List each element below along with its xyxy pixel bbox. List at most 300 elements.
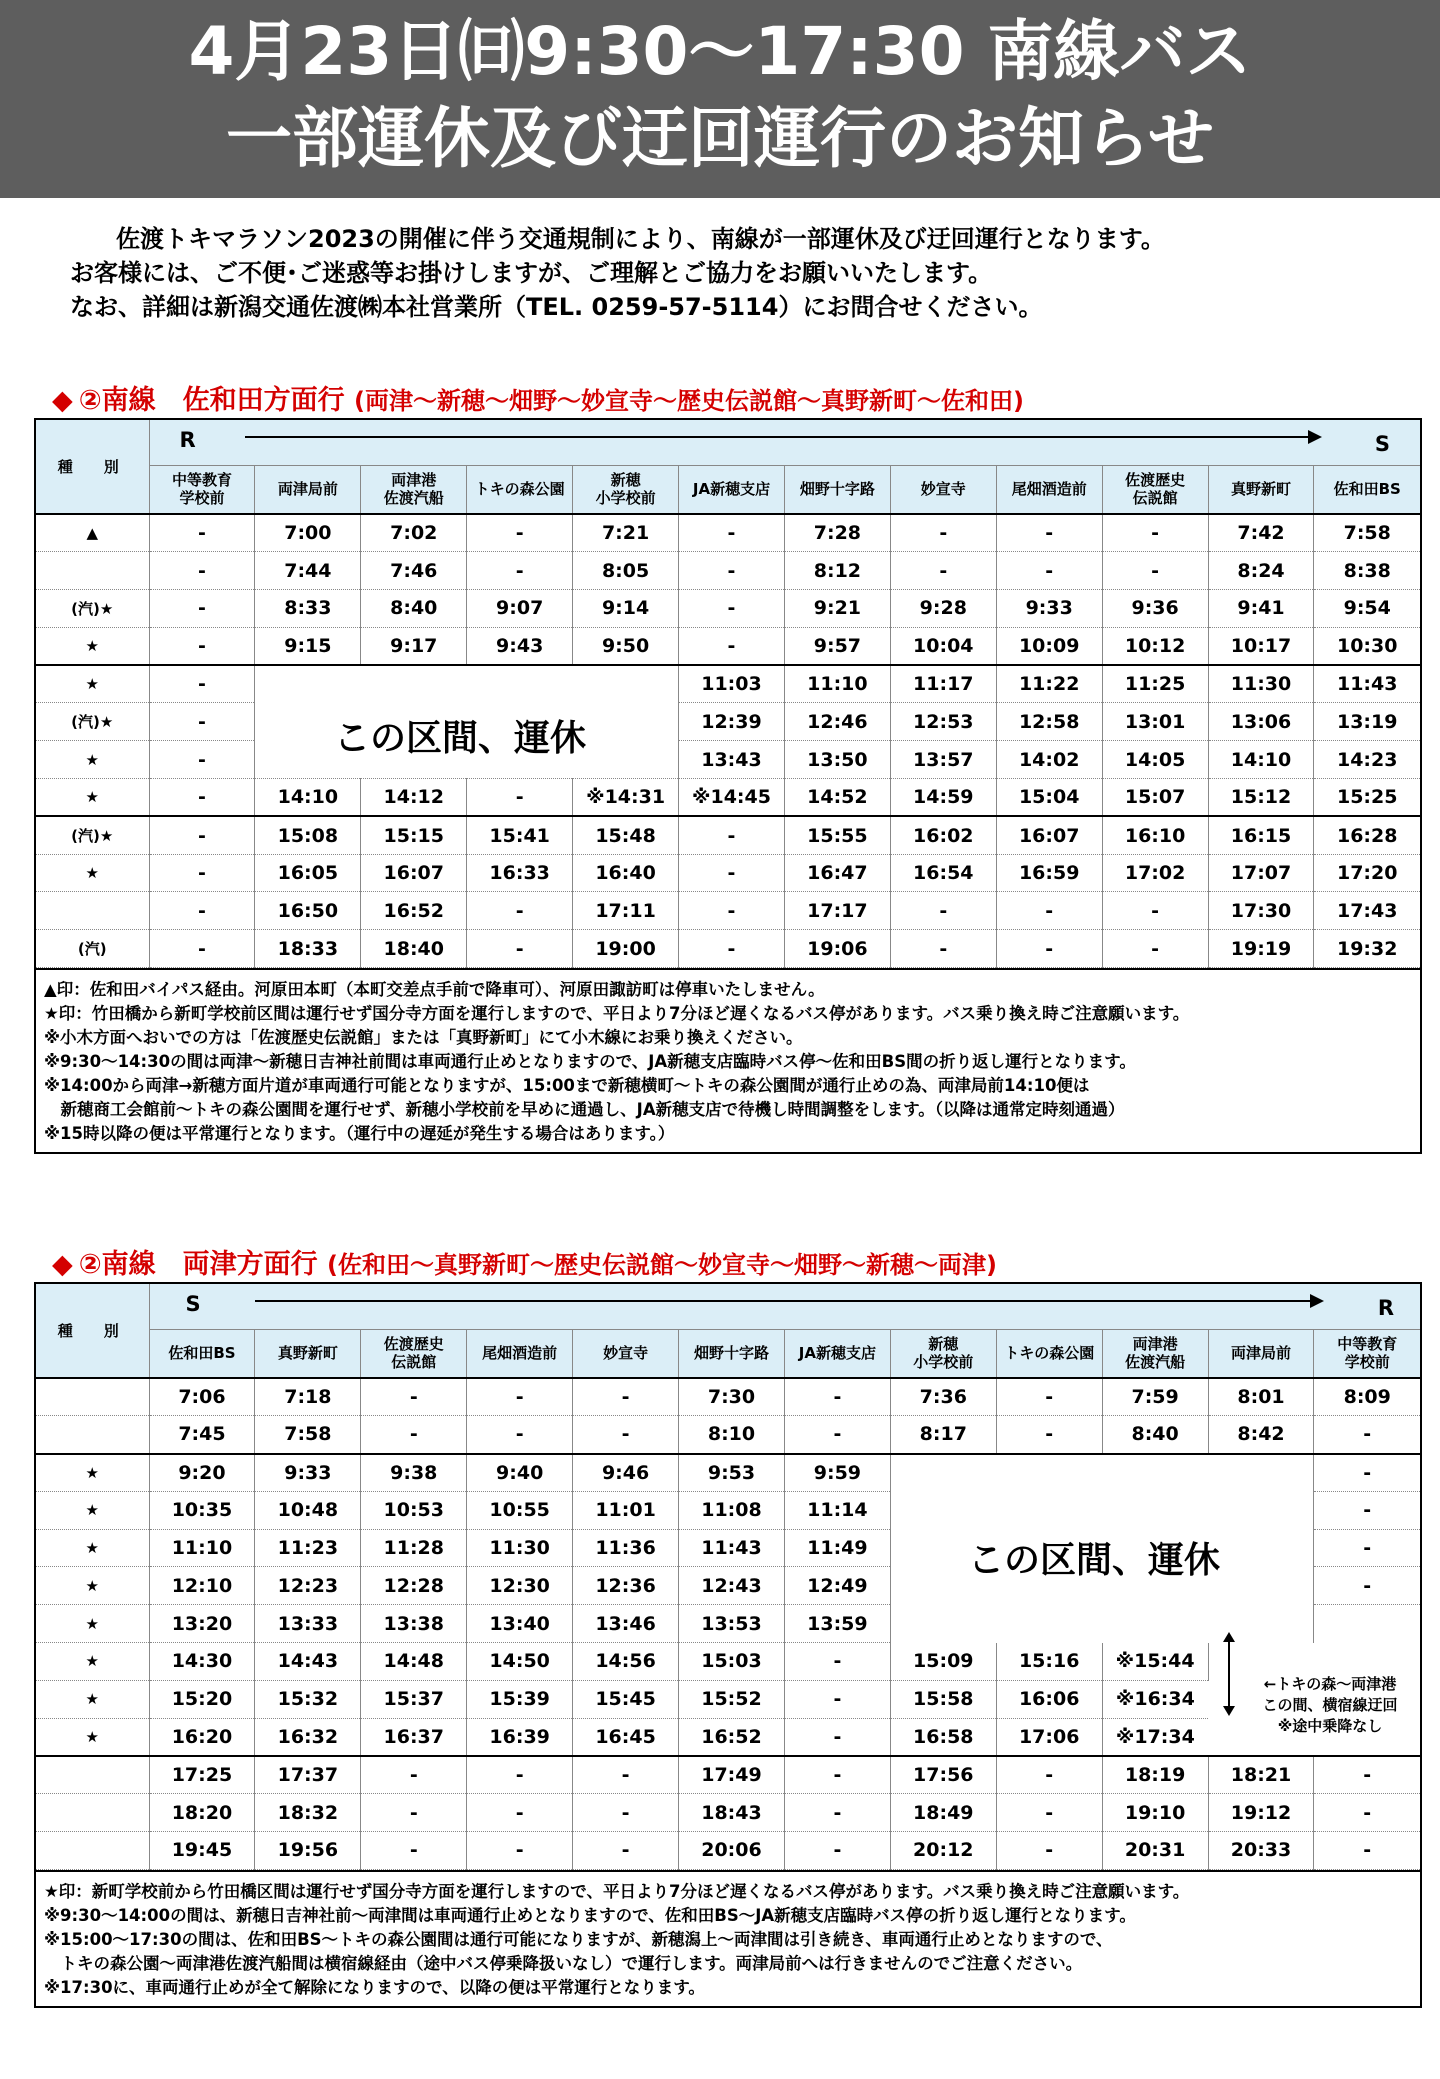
note-line: ★印：竹田橋から新町学校前区間は運行せず国分寺方面を運行しますので、平日より7分ほど遅くなるバス停があります。バス乗り換え時ご注意願います。 xyxy=(44,1004,1190,1024)
time-cell: 10:48 xyxy=(255,1491,361,1529)
stop-name-part: 新穂 xyxy=(928,1335,959,1354)
time-cell: - xyxy=(1314,1832,1420,1870)
time-cell: - xyxy=(573,1416,679,1454)
time-cell: 16:05 xyxy=(255,854,361,892)
time-cell: 15:16 xyxy=(996,1643,1102,1681)
stop-name-part: 佐渡汽船 xyxy=(383,489,444,508)
time-cell: - xyxy=(467,514,573,552)
time-cell: 12:49 xyxy=(784,1567,890,1605)
time-cell: 17:02 xyxy=(1102,854,1208,892)
time-cell: - xyxy=(784,1794,890,1832)
time-cell: - xyxy=(149,627,255,665)
time-cell: 11:03 xyxy=(679,665,785,703)
time-cell: 7:36 xyxy=(890,1378,996,1416)
stop-name-part: 佐和田BS xyxy=(1333,480,1401,499)
time-cell: - xyxy=(149,779,255,817)
section1-title-text: ②南線 佐和田方面行 xyxy=(78,385,345,416)
time-cell: 8:10 xyxy=(679,1416,785,1454)
time-cell: - xyxy=(467,1832,573,1870)
time-cell: 15:03 xyxy=(679,1643,785,1681)
time-cell: 9:41 xyxy=(1208,590,1314,628)
time-cell: 9:54 xyxy=(1314,590,1420,628)
time-cell: ※17:34 xyxy=(1102,1718,1208,1756)
time-cell: 9:53 xyxy=(679,1454,785,1492)
time-cell: 13:20 xyxy=(149,1605,255,1643)
time-cell: - xyxy=(784,1832,890,1870)
table-row xyxy=(36,1643,1420,1681)
time-cell: 7:58 xyxy=(255,1416,361,1454)
time-cell: 9:33 xyxy=(996,590,1102,628)
time-cell: 18:40 xyxy=(361,930,467,968)
stop-name xyxy=(1102,465,1208,514)
time-cell: 18:32 xyxy=(255,1794,361,1832)
note-line: ▲印：佐和田バイパス経由。河原田本町（本町交差点手前で降車可）、河原田諏訪町は停車いたしません。 xyxy=(44,980,825,1000)
service-type: ★ xyxy=(36,627,149,665)
service-type xyxy=(36,892,149,930)
time-cell: - xyxy=(679,627,785,665)
note-line: ※15:00～17:30の間は、佐和田BS～トキの森公園間は通行可能になりますが、新穂潟上～両津間は引き続き、車両通行止めとなりますので、 xyxy=(44,1929,1113,1949)
service-type: ★ xyxy=(36,1605,149,1643)
time-cell: 14:50 xyxy=(467,1643,573,1681)
table-row xyxy=(36,1454,1420,1492)
service-type: ★ xyxy=(36,1680,149,1718)
service-type: ▲ xyxy=(36,514,149,552)
time-cell: 8:42 xyxy=(1208,1416,1314,1454)
time-cell: 12:23 xyxy=(255,1567,361,1605)
time-cell: 7:45 xyxy=(149,1416,255,1454)
stop-name-part: JA新穂支店 xyxy=(798,1344,876,1363)
stop-name-part: 伝説館 xyxy=(391,1353,437,1372)
time-cell: - xyxy=(679,816,785,854)
time-cell: 16:06 xyxy=(996,1680,1102,1718)
time-cell: 13:33 xyxy=(255,1605,361,1643)
time-cell: 16:52 xyxy=(361,892,467,930)
time-cell: 9:14 xyxy=(573,590,679,628)
time-cell: 15:32 xyxy=(255,1680,361,1718)
service-type xyxy=(36,1832,149,1870)
stop-name xyxy=(1208,465,1314,514)
time-cell: 10:53 xyxy=(361,1491,467,1529)
stop-name xyxy=(361,465,467,514)
time-cell: - xyxy=(467,1794,573,1832)
stop-name-part: 佐渡汽船 xyxy=(1125,1353,1186,1372)
time-cell: 10:04 xyxy=(890,627,996,665)
time-cell: 16:59 xyxy=(996,854,1102,892)
time-cell: 16:58 xyxy=(890,1718,996,1756)
time-cell: 15:04 xyxy=(996,779,1102,817)
stop-name-part: 両津港 xyxy=(391,471,437,490)
time-cell: 12:43 xyxy=(679,1567,785,1605)
time-cell: 7:28 xyxy=(784,514,890,552)
stop-name xyxy=(255,1329,361,1378)
stop-name xyxy=(255,465,361,514)
time-cell: 17:11 xyxy=(573,892,679,930)
stop-name-part: 新穂 xyxy=(610,471,641,490)
time-cell: 13:59 xyxy=(784,1605,890,1643)
time-cell: - xyxy=(361,1756,467,1794)
time-cell: - xyxy=(1314,1416,1420,1454)
time-cell: 9:46 xyxy=(573,1454,679,1492)
direction-row xyxy=(149,420,1420,465)
note-line: ※9:30～14:30の間は両津～新穂日吉神社前間は車両通行止めとなりますので、JA新穂支店臨時バス停～佐和田BS間の折り返し運行となります。 xyxy=(44,1052,1136,1072)
time-cell: 9:17 xyxy=(361,627,467,665)
note-line: ※15時以降の便は平常運行となります。（運行中の遅延が発生する場合はあります。） xyxy=(44,1124,675,1144)
time-cell: 16:40 xyxy=(573,854,679,892)
time-cell: 7:59 xyxy=(1102,1378,1208,1416)
time-cell: - xyxy=(149,854,255,892)
time-cell: 14:30 xyxy=(149,1643,255,1681)
stop-name-part: 佐渡歴史 xyxy=(383,1335,444,1354)
time-cell: 14:02 xyxy=(996,741,1102,779)
stop-name-part: 小学校前 xyxy=(595,489,656,508)
time-cell: 9:36 xyxy=(1102,590,1208,628)
time-cell: 11:17 xyxy=(890,665,996,703)
timetable-sawata-bound xyxy=(34,418,1422,1154)
time-cell: 9:38 xyxy=(361,1454,467,1492)
table-header xyxy=(36,1284,1420,1378)
note-line: ※小木方面へおいでの方は「佐渡歴史伝説館」または「真野新町」にて小木線にお乗り換えください。 xyxy=(44,1028,803,1048)
time-cell: 11:30 xyxy=(1208,665,1314,703)
time-cell: 16:07 xyxy=(361,854,467,892)
note-line: 新穂商工会館前～トキの森公園間を運行せず、新穂小学校前を早めに通過し、JA新穂支店で待機し時間調整をします。（以降は通常定時刻通過） xyxy=(44,1100,1125,1120)
time-cell: - xyxy=(467,930,573,968)
table-row xyxy=(36,816,1420,854)
time-cell: - xyxy=(361,1832,467,1870)
diamond-icon: ◆ xyxy=(52,1249,73,1280)
time-cell: 12:39 xyxy=(679,703,785,741)
time-cell: 17:56 xyxy=(890,1756,996,1794)
time-cell: 15:52 xyxy=(679,1680,785,1718)
stop-name-part: 中等教育 xyxy=(1337,1335,1398,1354)
section2-route: (佐和田～真野新町～歴史伝説館～妙宣寺～畑野～新穂～両津) xyxy=(327,1251,997,1279)
time-cell: - xyxy=(890,552,996,590)
stop-name-part: トキの森公園 xyxy=(474,480,565,499)
service-type xyxy=(36,1416,149,1454)
time-cell: 10:55 xyxy=(467,1491,573,1529)
time-cell: - xyxy=(1314,1491,1420,1529)
time-cell: - xyxy=(149,665,255,703)
updown-arrow-icon xyxy=(1222,1632,1236,1716)
time-cell: 14:59 xyxy=(890,779,996,817)
timetable-ryotsu-bound xyxy=(34,1282,1422,2008)
stop-name-part: 学校前 xyxy=(1344,1353,1390,1372)
time-cell: 16:50 xyxy=(255,892,361,930)
stop-name-part: 畑野十字路 xyxy=(799,480,875,499)
direction-row xyxy=(149,1284,1420,1329)
stop-name-part: 真野新町 xyxy=(277,1344,338,1363)
time-cell: 18:19 xyxy=(1102,1756,1208,1794)
time-cell: 11:49 xyxy=(784,1529,890,1567)
time-cell: 18:33 xyxy=(255,930,361,968)
time-cell: - xyxy=(467,552,573,590)
arrow-head-icon xyxy=(1310,1294,1324,1308)
end-label: S xyxy=(1374,432,1390,456)
time-cell: - xyxy=(361,1794,467,1832)
time-cell: - xyxy=(467,892,573,930)
stop-name xyxy=(996,1329,1102,1378)
time-cell: 11:28 xyxy=(361,1529,467,1567)
time-cell: - xyxy=(149,816,255,854)
stop-name xyxy=(784,465,890,514)
time-cell: 7:42 xyxy=(1208,514,1314,552)
time-cell: 19:00 xyxy=(573,930,679,968)
time-cell: 17:43 xyxy=(1314,892,1420,930)
stop-name xyxy=(467,1329,573,1378)
time-cell: 15:07 xyxy=(1102,779,1208,817)
time-cell: - xyxy=(996,1832,1102,1870)
stop-name-part: 中等教育 xyxy=(171,471,232,490)
notes xyxy=(36,968,1420,1152)
time-cell: 8:12 xyxy=(784,552,890,590)
time-cell: 8:01 xyxy=(1208,1378,1314,1416)
time-cell: 13:01 xyxy=(1102,703,1208,741)
time-cell: 13:43 xyxy=(679,741,785,779)
note-line: ★印：新町学校前から竹田橋区間は運行せず国分寺方面を運行しますので、平日より7分ほど遅くなるバス停があります。バス乗り換え時ご注意願います。 xyxy=(44,1881,1190,1901)
section1-title xyxy=(52,378,1024,417)
service-type: ★ xyxy=(36,665,149,703)
stop-name xyxy=(149,1329,255,1378)
time-cell: 17:30 xyxy=(1208,892,1314,930)
stop-name xyxy=(890,465,996,514)
stop-name-part: 尾畑酒造前 xyxy=(1011,480,1087,499)
service-type xyxy=(36,1794,149,1832)
time-cell: - xyxy=(149,514,255,552)
time-cell: 16:15 xyxy=(1208,816,1314,854)
time-cell: 19:06 xyxy=(784,930,890,968)
time-cell: 9:21 xyxy=(784,590,890,628)
section2-title xyxy=(52,1242,997,1281)
time-cell: 14:10 xyxy=(255,779,361,817)
time-cell: 16:54 xyxy=(890,854,996,892)
time-cell: 13:57 xyxy=(890,741,996,779)
kind-header: 種 別 xyxy=(36,420,149,514)
time-cell: 7:44 xyxy=(255,552,361,590)
time-cell: 7:21 xyxy=(573,514,679,552)
stop-name xyxy=(573,465,679,514)
header-title-line2: 一部運休及び迂回運行のお知らせ xyxy=(225,100,1215,177)
time-cell: 8:09 xyxy=(1314,1378,1420,1416)
time-cell: 15:12 xyxy=(1208,779,1314,817)
time-cell: - xyxy=(679,514,785,552)
table-body xyxy=(36,1378,1420,1869)
time-cell: 13:53 xyxy=(679,1605,785,1643)
time-cell: - xyxy=(679,854,785,892)
time-cell: 9:33 xyxy=(255,1454,361,1492)
time-cell: 17:17 xyxy=(784,892,890,930)
detour-note-line: ※途中乗降なし xyxy=(1277,1717,1383,1735)
time-cell: 12:28 xyxy=(361,1567,467,1605)
time-cell: 7:18 xyxy=(255,1378,361,1416)
time-cell: - xyxy=(573,1832,679,1870)
time-cell: - xyxy=(149,930,255,968)
time-cell: - xyxy=(996,552,1102,590)
table-header xyxy=(36,420,1420,514)
time-cell: 11:36 xyxy=(573,1529,679,1567)
table-body xyxy=(36,514,1420,968)
time-cell: 17:07 xyxy=(1208,854,1314,892)
time-cell: - xyxy=(1314,1756,1420,1794)
table-row xyxy=(36,1416,1420,1454)
stop-name-part: 両津港 xyxy=(1132,1335,1178,1354)
time-cell: 16:37 xyxy=(361,1718,467,1756)
time-cell: - xyxy=(1314,1567,1420,1605)
time-cell: 12:46 xyxy=(784,703,890,741)
stop-name-part: 両津局前 xyxy=(1231,1344,1292,1363)
service-type: ★ xyxy=(36,1491,149,1529)
time-cell: ※14:45 xyxy=(679,779,785,817)
time-cell: - xyxy=(996,1378,1102,1416)
time-cell: 14:23 xyxy=(1314,741,1420,779)
time-cell: 16:07 xyxy=(996,816,1102,854)
time-cell: 12:30 xyxy=(467,1567,573,1605)
time-cell: 16:28 xyxy=(1314,816,1420,854)
service-type: ★ xyxy=(36,1454,149,1492)
note-line: ※9:30～14:00の間は、新穂日吉神社前～両津間は車両通行止めとなりますので、佐和田BS～JA新穂支店臨時バス停の折り返し運行となります。 xyxy=(44,1905,1136,1925)
stop-name xyxy=(996,465,1102,514)
service-type: ★ xyxy=(36,1567,149,1605)
time-cell: - xyxy=(361,1378,467,1416)
time-cell: 15:37 xyxy=(361,1680,467,1718)
table-row xyxy=(36,1756,1420,1794)
service-type: ★ xyxy=(36,1718,149,1756)
time-cell: 8:17 xyxy=(890,1416,996,1454)
time-cell: 8:33 xyxy=(255,590,361,628)
time-cell: - xyxy=(996,1756,1102,1794)
service-type: (汽)★ xyxy=(36,590,149,628)
time-cell: 17:49 xyxy=(679,1756,785,1794)
header-title-line1: 4月23日㈰9:30～17:30 南線バス xyxy=(188,13,1252,90)
section1-route: (両津～新穂～畑野～妙宣寺～歴史伝説館～真野新町～佐和田) xyxy=(354,387,1024,415)
time-cell: 15:58 xyxy=(890,1680,996,1718)
time-cell: 19:32 xyxy=(1314,930,1420,968)
time-cell: 10:17 xyxy=(1208,627,1314,665)
time-cell: 7:06 xyxy=(149,1378,255,1416)
time-cell: 16:10 xyxy=(1102,816,1208,854)
service-type xyxy=(36,1756,149,1794)
time-cell: - xyxy=(890,930,996,968)
stop-name-part: 伝説館 xyxy=(1132,489,1178,508)
stop-name xyxy=(679,1329,785,1378)
stop-name xyxy=(1208,1329,1314,1378)
time-cell: 20:31 xyxy=(1102,1832,1208,1870)
notes xyxy=(36,1870,1420,2006)
intro-text xyxy=(70,222,1400,324)
time-cell: 8:05 xyxy=(573,552,679,590)
time-cell: 11:25 xyxy=(1102,665,1208,703)
stop-name xyxy=(149,465,255,514)
table-row xyxy=(36,703,1420,741)
detour-note-line: この間、横宿線迂回 xyxy=(1262,1696,1398,1714)
time-cell: - xyxy=(784,1718,890,1756)
time-cell: - xyxy=(996,514,1102,552)
time-cell: - xyxy=(467,1756,573,1794)
time-cell: 15:09 xyxy=(890,1643,996,1681)
time-cell: 14:56 xyxy=(573,1643,679,1681)
time-cell: 13:06 xyxy=(1208,703,1314,741)
intro-line: なお、詳細は新潟交通佐渡㈱本社営業所（TEL. 0259-57-5114）にお問合せください。 xyxy=(70,293,1043,321)
time-cell: 16:47 xyxy=(784,854,890,892)
time-cell: - xyxy=(679,552,785,590)
time-cell: 19:56 xyxy=(255,1832,361,1870)
time-cell: 11:43 xyxy=(679,1529,785,1567)
diamond-icon: ◆ xyxy=(52,385,73,416)
time-cell: 10:30 xyxy=(1314,627,1420,665)
table-row xyxy=(36,779,1420,817)
arrow-head-icon xyxy=(1308,430,1322,444)
table-row xyxy=(36,1794,1420,1832)
service-type: (汽)★ xyxy=(36,816,149,854)
time-cell: 12:53 xyxy=(890,703,996,741)
note-line: ※14:00から両津→新穂方面片道が車両通行可能となりますが、15:00まで新穂横町～トキの森公園間が通行止めの為、両津局前14:10便は xyxy=(44,1076,1090,1096)
time-cell: - xyxy=(784,1643,890,1681)
time-cell: 9:28 xyxy=(890,590,996,628)
time-cell: 16:39 xyxy=(467,1718,573,1756)
time-cell: - xyxy=(784,1378,890,1416)
stop-name-part: 妙宣寺 xyxy=(920,480,966,499)
note-line: ※17:30に、車両通行止めが全て解除になりますので、以降の便は平常運行となります。 xyxy=(44,1977,705,1997)
time-cell: - xyxy=(996,930,1102,968)
time-cell: 14:43 xyxy=(255,1643,361,1681)
time-cell: 9:57 xyxy=(784,627,890,665)
time-cell: - xyxy=(996,892,1102,930)
direction-arrow xyxy=(255,1300,1311,1302)
time-cell: 14:05 xyxy=(1102,741,1208,779)
time-cell: - xyxy=(679,892,785,930)
section2-title-text: ②南線 両津方面行 xyxy=(78,1249,318,1280)
time-cell: 8:40 xyxy=(1102,1416,1208,1454)
time-cell: 10:35 xyxy=(149,1491,255,1529)
table-row xyxy=(36,930,1420,968)
time-cell: - xyxy=(996,1794,1102,1832)
time-cell: 15:20 xyxy=(149,1680,255,1718)
time-cell: 9:15 xyxy=(255,627,361,665)
time-cell: 14:10 xyxy=(1208,741,1314,779)
time-cell: 12:10 xyxy=(149,1567,255,1605)
time-cell: 16:02 xyxy=(890,816,996,854)
stop-name-part: 学校前 xyxy=(179,489,225,508)
time-cell: - xyxy=(573,1378,679,1416)
stop-name-part: 佐渡歴史 xyxy=(1125,471,1186,490)
time-cell: 11:14 xyxy=(784,1491,890,1529)
stop-name-part: 真野新町 xyxy=(1231,480,1292,499)
time-cell: 15:48 xyxy=(573,816,679,854)
time-cell: 13:19 xyxy=(1314,703,1420,741)
time-cell: 15:15 xyxy=(361,816,467,854)
time-cell: - xyxy=(996,1416,1102,1454)
time-cell: 10:09 xyxy=(996,627,1102,665)
stop-name xyxy=(679,465,785,514)
time-cell: 15:41 xyxy=(467,816,573,854)
service-type xyxy=(36,1378,149,1416)
table-row xyxy=(36,552,1420,590)
time-cell: 14:12 xyxy=(361,779,467,817)
service-type: ★ xyxy=(36,741,149,779)
time-cell: - xyxy=(149,590,255,628)
time-cell: 15:39 xyxy=(467,1680,573,1718)
stop-name-part: トキの森公園 xyxy=(1004,1344,1095,1363)
time-cell: 13:38 xyxy=(361,1605,467,1643)
time-cell: - xyxy=(573,1756,679,1794)
time-cell: 8:24 xyxy=(1208,552,1314,590)
time-cell: 16:52 xyxy=(679,1718,785,1756)
time-cell: - xyxy=(149,552,255,590)
time-cell: - xyxy=(1102,892,1208,930)
time-cell: 18:20 xyxy=(149,1794,255,1832)
time-cell: - xyxy=(149,892,255,930)
service-type xyxy=(36,552,149,590)
time-cell: 15:25 xyxy=(1314,779,1420,817)
stop-name-part: 小学校前 xyxy=(913,1353,974,1372)
